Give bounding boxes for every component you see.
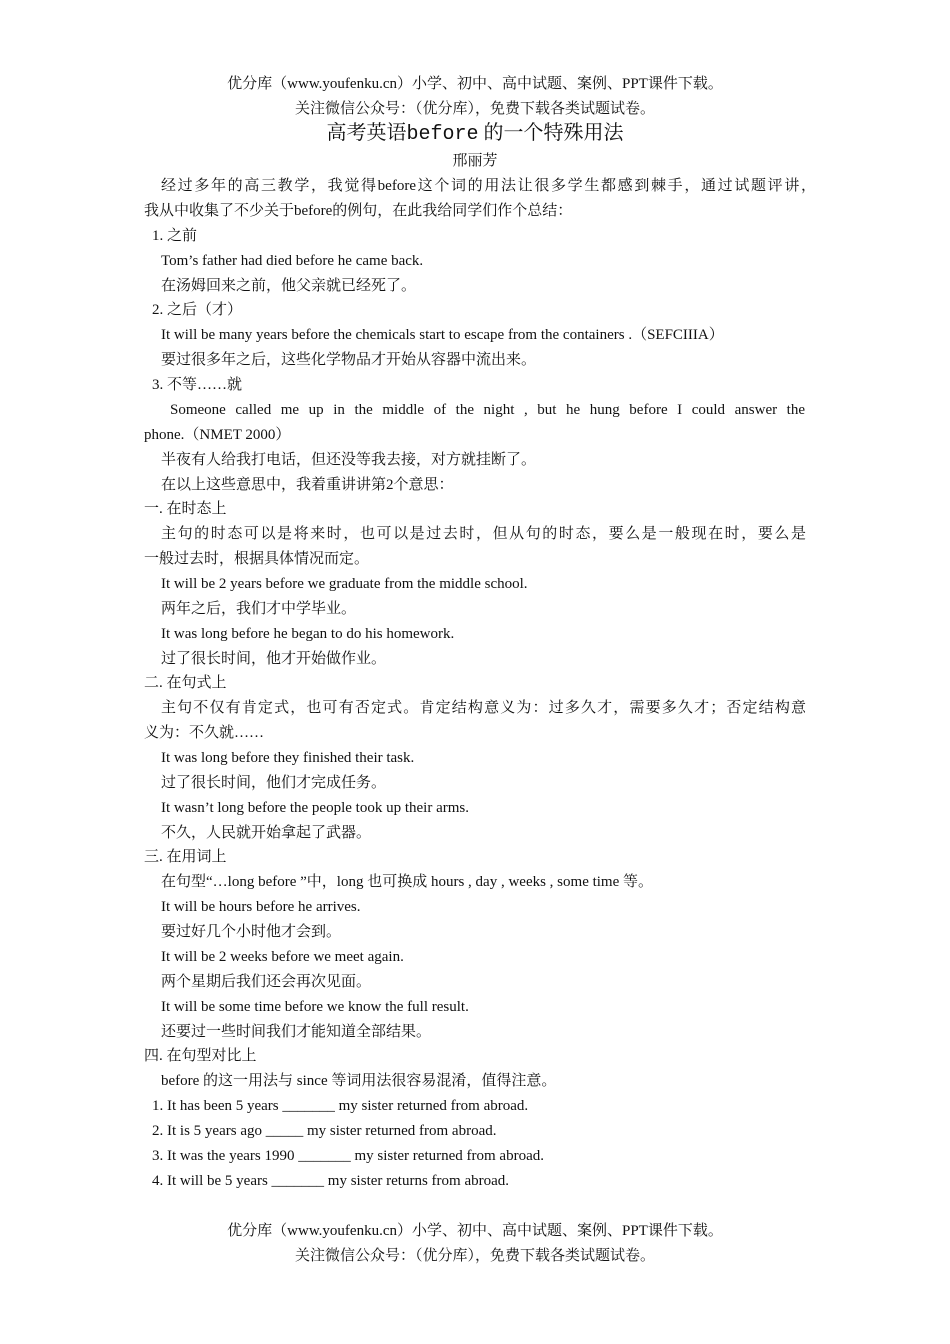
section-heading: 二. 在句式上 (144, 675, 227, 691)
page-title (0, 120, 950, 148)
example-line: 两年之后，我们才中学毕业。 (161, 601, 357, 617)
section-desc-cont: 一般过去时，根据具体情况而定。 (144, 551, 370, 567)
section-desc: before 的这一用法与 since 等词用法很容易混淆，值得注意。 (161, 1073, 557, 1089)
meaning-example-en: Tom’s father had died before he came back. (161, 253, 424, 269)
section-heading: 一. 在时态上 (144, 501, 227, 517)
example-line: 过了很长时间，他们才完成任务。 (161, 775, 387, 791)
example-line: It was long before they finished their task. (161, 750, 415, 766)
meaning-example-zh: 半夜有人给我打电话，但还没等我去接，对方就挂断了。 (161, 452, 537, 468)
section-desc: 主句不仅有肯定式，也可有否定式。肯定结构意义为：过多久才，需要多久才；否定结构意 (161, 700, 806, 716)
section-desc: 主句的时态可以是将来时，也可以是过去时，但从句的时态，要么是一般现在时，要么是 (161, 526, 806, 542)
example-line: 两个星期后我们还会再次见面。 (161, 974, 372, 990)
meaning-heading: 2. 之后（才） (152, 302, 243, 318)
header-line-2: 关注微信公众号：（优分库），免费下载各类试题试卷。 (294, 101, 655, 117)
meaning-example-zh: 要过很多年之后，这些化学物品才开始从容器中流出来。 (161, 352, 537, 368)
author: 邢丽芳 (452, 153, 498, 169)
footer-line-2: 关注微信公众号：（优分库），免费下载各类试题试卷。 (294, 1248, 655, 1264)
exercise-item: 3. It was the years 1990 _______ my sister returned from abroad. (152, 1148, 544, 1164)
meaning-heading: 1. 之前 (152, 228, 198, 244)
example-line: 要过好几个小时他才会到。 (161, 924, 342, 940)
exercise-item: 2. It is 5 years ago _____ my sister returned from abroad. (152, 1123, 497, 1139)
meaning-example-en: Someone called me up in the middle of the night , but he hung before I could answer the (170, 402, 805, 418)
title-keyword: before (406, 123, 479, 146)
section-heading: 四. 在句型对比上 (144, 1048, 257, 1064)
meaning-example-en-cont: phone.（NMET 2000） (144, 427, 291, 443)
example-line: It will be 2 years before we graduate from the middle school. (161, 576, 528, 592)
example-line: It will be hours before he arrives. (161, 899, 361, 915)
meaning-example-en: It will be many years before the chemicals start to escape from the containers .（SEFCIIIA） (161, 327, 724, 343)
exercise-item: 4. It will be 5 years _______ my sister returns from abroad. (152, 1173, 510, 1189)
section-desc-cont: 义为：不久就…… (144, 725, 265, 741)
example-line: 不久，人民就开始拿起了武器。 (161, 825, 372, 841)
section-heading: 三. 在用词上 (144, 849, 227, 865)
focus-line: 在以上这些意思中，我着重讲讲第2个意思： (161, 477, 454, 493)
intro-line-2: 我从中收集了不少关于before的例句，在此我给同学们作个总结： (144, 203, 573, 219)
example-line: It was long before he began to do his homework. (161, 626, 455, 642)
exercise-item: 1. It has been 5 years _______ my sister returned from abroad. (152, 1098, 529, 1114)
example-line: It will be 2 weeks before we meet again. (161, 949, 404, 965)
footer-line-1: 优分库（www.youfenku.cn）小学、初中、高中试题、案例、PPT课件下载。 (227, 1223, 723, 1239)
example-line: 过了很长时间，他才开始做作业。 (161, 651, 387, 667)
example-line: 还要过一些时间我们才能知道全部结果。 (161, 1024, 432, 1040)
example-line: It will be some time before we know the full result. (161, 999, 469, 1015)
example-line: It wasn’t long before the people took up their arms. (161, 800, 469, 816)
meaning-example-zh: 在汤姆回来之前，他父亲就已经死了。 (161, 278, 417, 294)
intro-line-1: 经过多年的高三教学，我觉得before这个词的用法让很多学生都感到棘手，通过试题评讲， (161, 178, 816, 194)
title-prefix: 高考英语 (326, 122, 407, 144)
title-suffix: 的一个特殊用法 (478, 122, 624, 144)
meaning-heading: 3. 不等……就 (152, 377, 243, 393)
header-line-1: 优分库（www.youfenku.cn）小学、初中、高中试题、案例、PPT课件下载。 (227, 76, 723, 92)
section-desc: 在句型“…long before ”中，long 也可换成 hours , day , weeks , some time 等。 (161, 874, 654, 890)
